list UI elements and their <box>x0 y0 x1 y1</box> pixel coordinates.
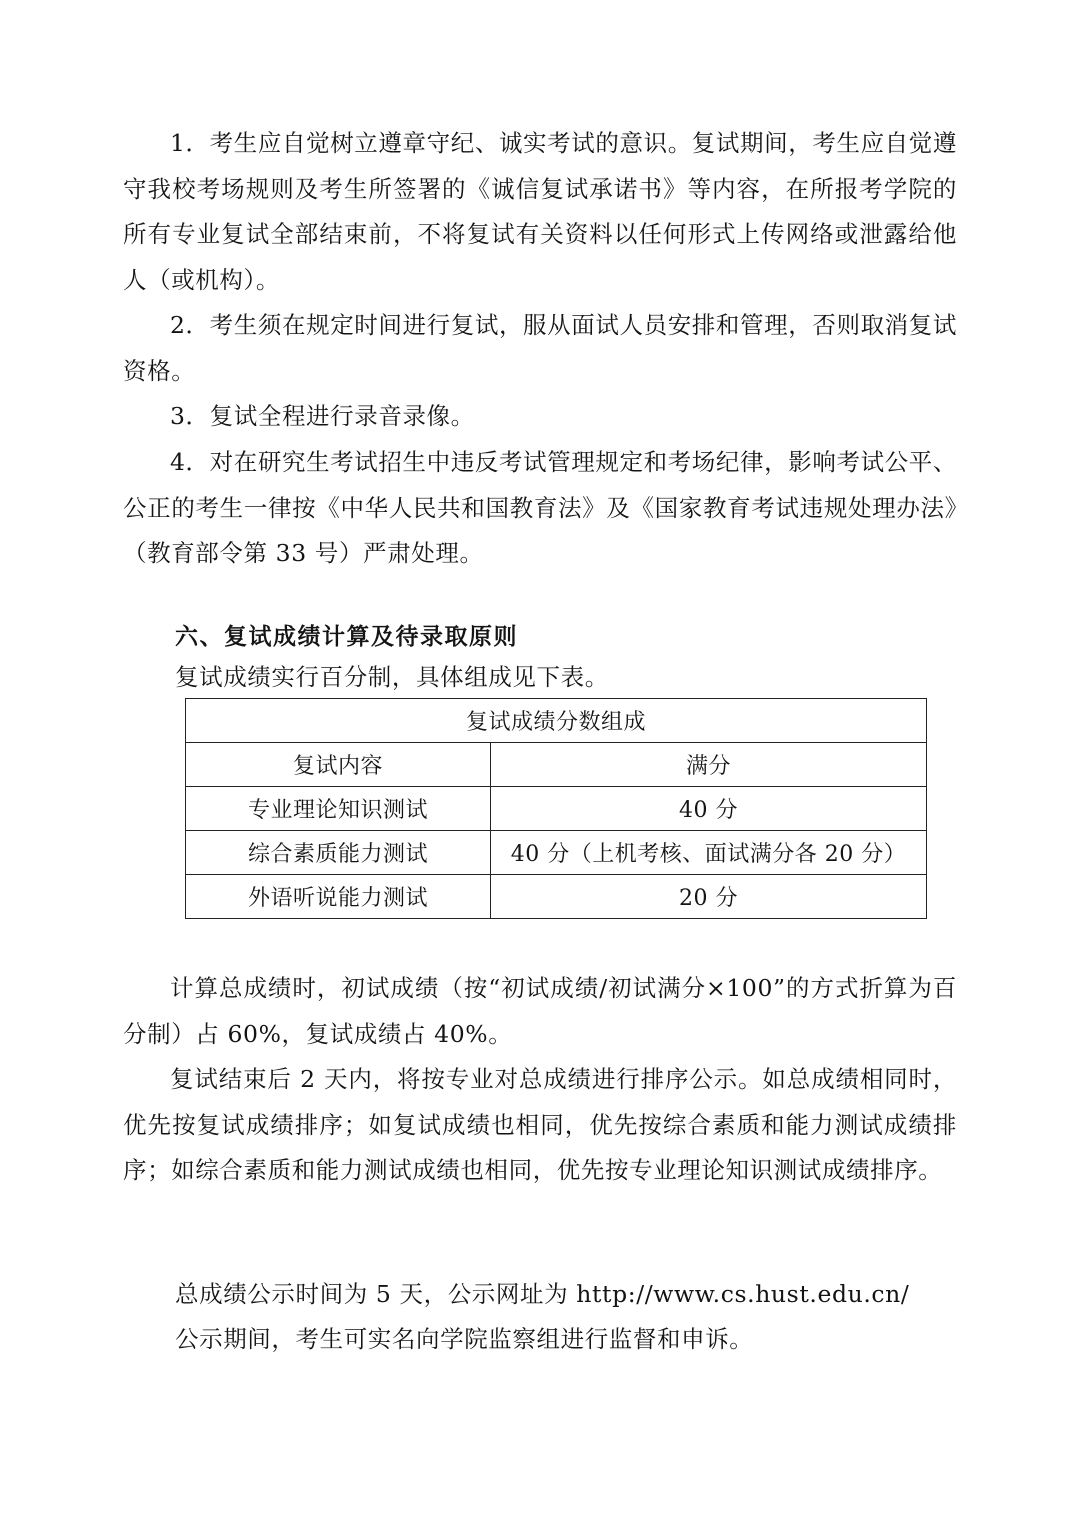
table-caption: 复试成绩分数组成 <box>186 699 927 743</box>
table-cell-content: 专业理论知识测试 <box>186 787 491 831</box>
table-cell-score: 40 分（上机考核、面试满分各 20 分） <box>491 831 927 875</box>
table-cell-score: 20 分 <box>491 875 927 919</box>
column-header-score: 满分 <box>491 743 927 787</box>
publicity-info-text: 总成绩公示时间为 5 天，公示网址为 http://www.cs.hust.edu.cn/ <box>175 1280 910 1308</box>
score-composition-table <box>185 698 927 919</box>
column-header-content: 复试内容 <box>186 743 491 787</box>
table-cell-content: 综合素质能力测试 <box>186 831 491 875</box>
table-row <box>186 875 927 919</box>
table-row <box>186 787 927 831</box>
rule-4-paragraph: 4．对在研究生考试招生中违反考试管理规定和考场纪律，影响考试公平、公正的考生一律按《中华人民共和国教育法》及《国家教育考试违规处理办法》（教育部令第 33 号）严肃处理。 <box>123 448 957 567</box>
table-caption-row <box>186 699 927 743</box>
table-header-row <box>186 743 927 787</box>
section-6-heading: 六、复试成绩计算及待录取原则 <box>175 624 518 650</box>
rule-1-paragraph: 1．考生应自觉树立遵章守纪、诚实考试的意识。复试期间，考生应自觉遵守我校考场规则及考生所签署的《诚信复试承诺书》等内容，在所报考学院的所有专业复试全部结束前，不将复试有关资料以任何形式上传网络或泄露给他人（或机构）。 <box>123 129 957 294</box>
ranking-paragraph: 复试结束后 2 天内，将按专业对总成绩进行排序公示。如总成绩相同时，优先按复试成绩排序；如复试成绩也相同，优先按综合素质和能力测试成绩排序；如综合素质和能力测试成绩也相同，优先按专业理论知识测试成绩排序。 <box>123 1065 957 1184</box>
rule-2-paragraph: 2．考生须在规定时间进行复试，服从面试人员安排和管理，否则取消复试资格。 <box>123 311 957 385</box>
calculation-paragraph: 计算总成绩时，初试成绩（按“初试成绩/初试满分×100”的方式折算为百分制）占 60%，复试成绩占 40%。 <box>123 974 957 1048</box>
score-intro-text: 复试成绩实行百分制，具体组成见下表。 <box>175 663 609 691</box>
supervision-info-text: 公示期间，考生可实名向学院监察组进行监督和申诉。 <box>175 1325 754 1353</box>
table-cell-content: 外语听说能力测试 <box>186 875 491 919</box>
table-row <box>186 831 927 875</box>
rule-3-paragraph: 3．复试全程进行录音录像。 <box>170 402 475 430</box>
table-cell-score: 40 分 <box>491 787 927 831</box>
